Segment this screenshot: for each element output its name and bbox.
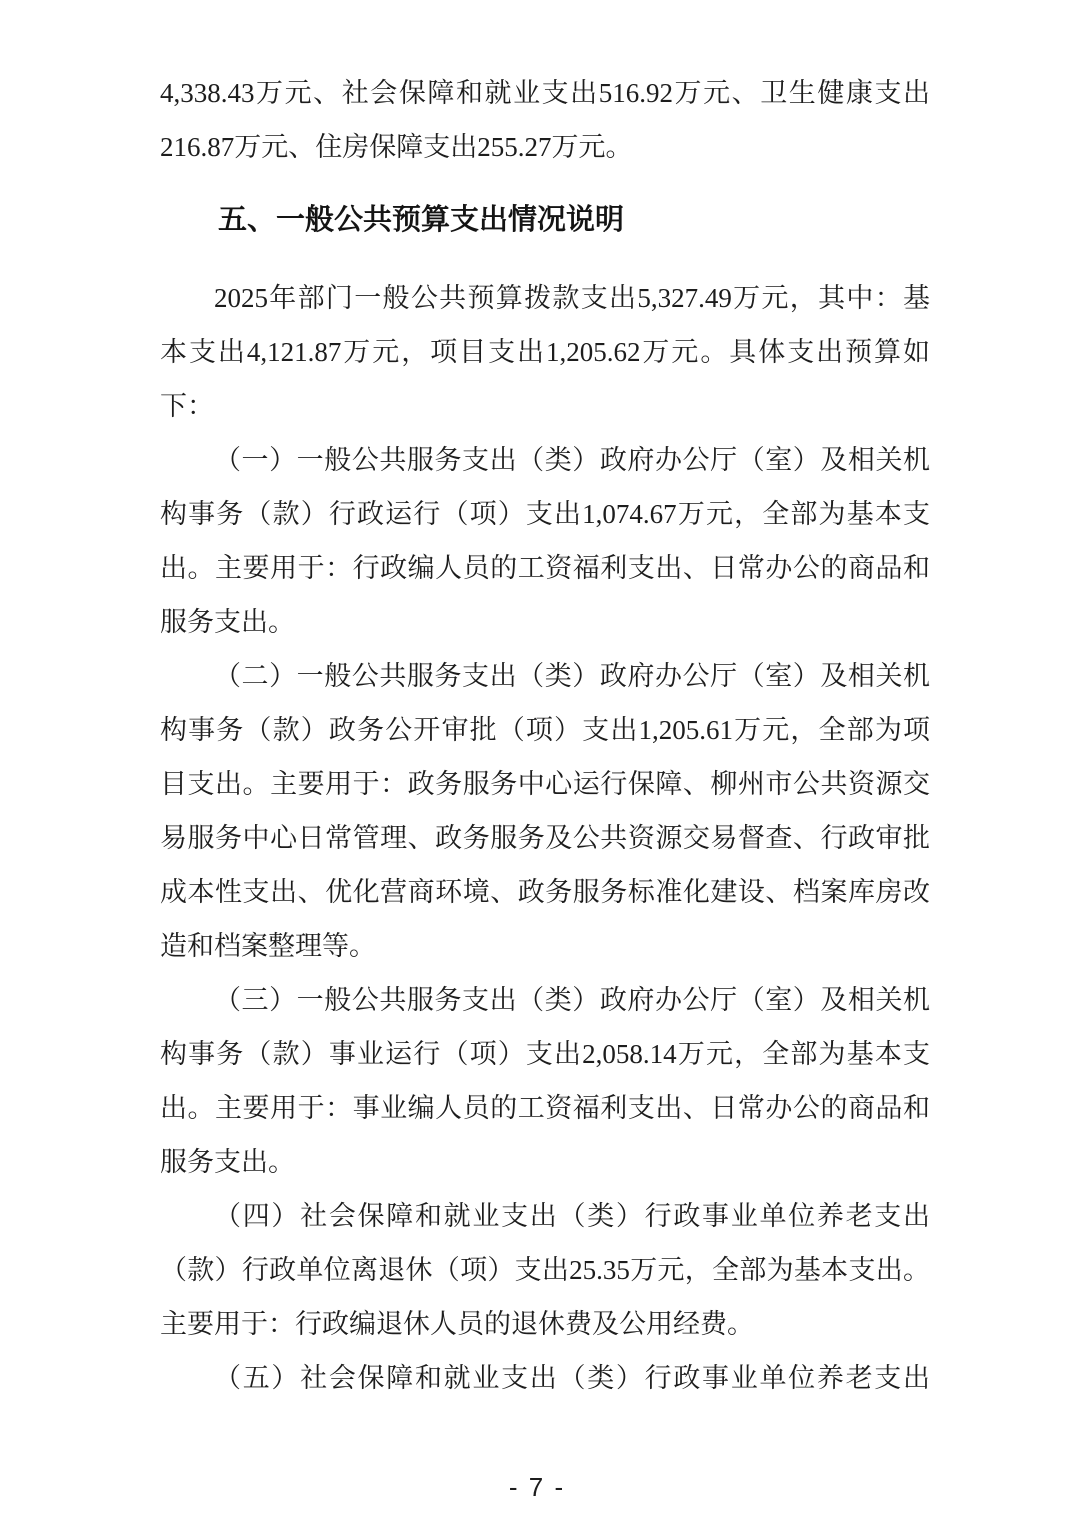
text-line: 目支出。主要用于：政务服务中心运行保障、柳州市公共资源交	[160, 769, 930, 799]
paragraph	[160, 433, 930, 649]
text-line: 构事务（款）事业运行（项）支出2,058.14万元，全部为基本支	[160, 1039, 930, 1069]
text-line: （三）一般公共服务支出（类）政府办公厅（室）及相关机	[214, 985, 930, 1015]
text-line: （五）社会保障和就业支出（类）行政事业单位养老支出	[214, 1363, 930, 1393]
text-line: （二）一般公共服务支出（类）政府办公厅（室）及相关机	[214, 661, 930, 691]
text-line: （款）行政单位离退休（项）支出25.35万元，全部为基本支出。	[160, 1255, 930, 1285]
section-heading: 五、一般公共预算支出情况说明	[218, 204, 625, 236]
text-line: 216.87万元、住房保障支出255.27万元。	[160, 132, 633, 162]
document-body	[160, 66, 930, 1405]
paragraph	[160, 1351, 930, 1405]
text-line: 服务支出。	[160, 607, 295, 637]
paragraph	[160, 271, 930, 433]
text-line: 构事务（款）行政运行（项）支出1,074.67万元，全部为基本支	[160, 499, 930, 529]
text-line: （四）社会保障和就业支出（类）行政事业单位养老支出	[214, 1201, 930, 1231]
paragraph	[160, 1189, 930, 1351]
text-line: 构事务（款）政务公开审批（项）支出1,205.61万元，全部为项	[160, 715, 930, 745]
text-line: 出。主要用于：事业编人员的工资福利支出、日常办公的商品和	[160, 1093, 930, 1123]
text-line: 4,338.43万元、社会保障和就业支出516.92万元、卫生健康支出	[160, 78, 930, 108]
paragraph	[160, 66, 930, 174]
text-line: 出。主要用于：行政编人员的工资福利支出、日常办公的商品和	[160, 553, 930, 583]
text-line: 下：	[160, 391, 214, 421]
text-line: （一）一般公共服务支出（类）政府办公厅（室）及相关机	[214, 445, 930, 475]
text-line: 服务支出。	[160, 1147, 295, 1177]
paragraph	[160, 649, 930, 973]
text-line: 成本性支出、优化营商环境、政务服务标准化建设、档案库房改	[160, 877, 930, 907]
page-number: - 7 -	[508, 1472, 566, 1502]
text-line: 2025年部门一般公共预算拨款支出5,327.49万元，其中：基	[214, 283, 930, 313]
text-line: 本支出4,121.87万元，项目支出1,205.62万元。具体支出预算如	[160, 337, 930, 367]
text-line: 主要用于：行政编退休人员的退休费及公用经费。	[160, 1309, 754, 1339]
text-line: 造和档案整理等。	[160, 931, 376, 961]
paragraph	[160, 973, 930, 1189]
text-line: 易服务中心日常管理、政务服务及公共资源交易督查、行政审批	[160, 823, 930, 853]
